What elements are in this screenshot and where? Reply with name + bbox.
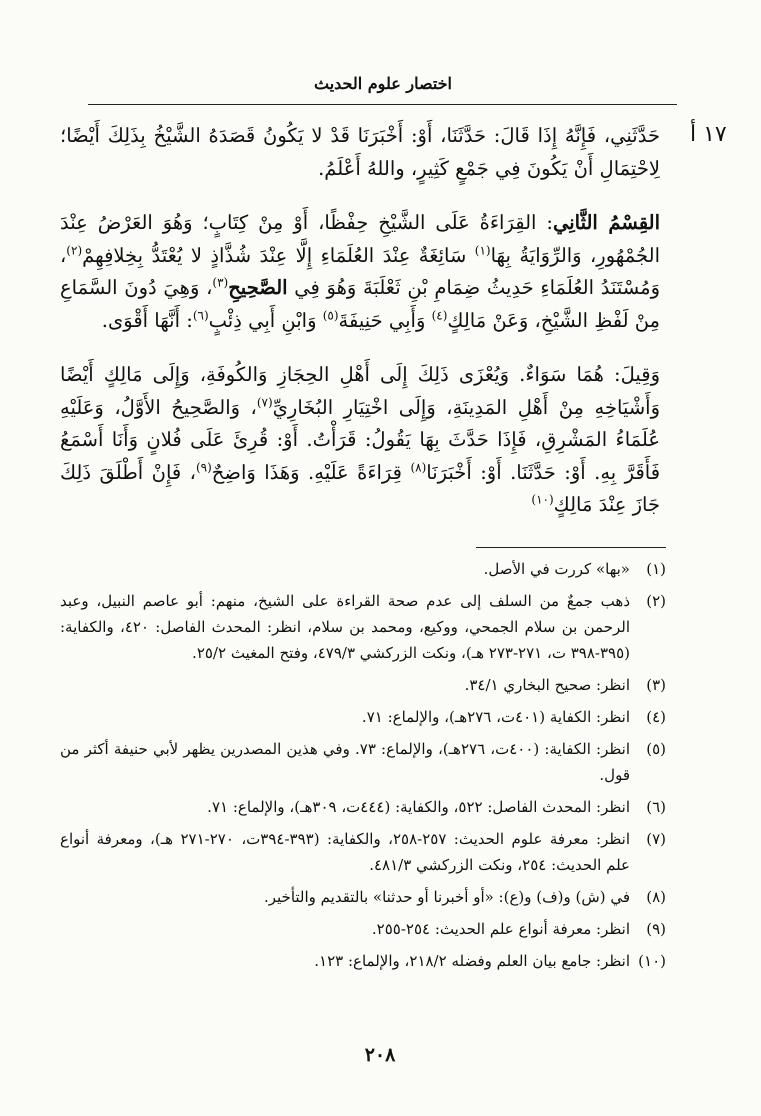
text-run: وَأَبِي حَنِيفَةَ	[338, 308, 432, 332]
footnote-ref[interactable]: (٢)	[66, 243, 83, 257]
footnote-number: (٥)	[646, 740, 666, 758]
footnote	[60, 794, 666, 820]
footnote	[60, 948, 666, 974]
footnote-text: انظر: معرفة أنواع علم الحديث: ٢٥٤-٢٥٥.	[371, 920, 630, 938]
text-run: سَائِغَةٌ عِنْدَ العُلَمَاءِ إِلَّا عِنْدَ شُذَّاذٍ لا يُعْتَدُّ بِخِلافِهِمْ	[82, 243, 475, 267]
margin-folio-note: ١٧ أ	[690, 122, 727, 147]
footnote-text: انظر: صحيح البخاري ٣٤/١.	[464, 676, 630, 694]
text-run: ، فَإِنْ أَطْلَقَ ذَلِكَ جَازَ عِنْدَ مَالِكٍ	[60, 460, 660, 516]
footnote-ref[interactable]: (٥)	[322, 308, 339, 322]
text-run: وَقِيلَ: هُمَا سَوَاءٌ. وَيُعْزَى ذَلِكَ إِلَى أَهْلِ الحِجَازِ وَالكُوفَةِ، وَإِلَى مَالِكٍ أَيْضًا وَأَشْيَاخِهِ مِنْ أَهْلِ المَدِينَةِ، وَإِلَى اخْتِيَارِ البُخَارِيِّ	[60, 363, 661, 419]
footnote-text: انظر: الكفاية: (٤٠٠ت، ٢٧٦هـ)، والإلماع: ٧٣. وفي هذين المصدرين يظهر لأبي حنيفة أكثر من قول.	[60, 740, 630, 784]
footnote-ref[interactable]: (٣)	[212, 275, 229, 290]
footnote-text: ذهب جمعٌ من السلف إلى عدم صحة القراءة على الشيخ، منهم: أبو عاصم النبيل، وعبد الرحمن بن سلام الجمحي، ووكيع، ومحمد بن سلام، انظر: المحدث الفاصل: ٤٢٠، والكفاية: (٣٩٥-٣٩٨ ت، ٢٧١-٢٧٣ هـ)، ونكت الزركشي ٤٧٩/٣، وفتح المغيث ٢٥/٢.	[60, 592, 630, 662]
header-rule	[88, 104, 677, 105]
footnote-ref[interactable]: (١٠)	[531, 492, 554, 507]
footnote	[60, 736, 666, 788]
footnote-text: انظر: معرفة علوم الحديث: ٢٥٧-٢٥٨، والكفاية: (٣٩٣-٣٩٤ت، ٢٧٠-٢٧١ هـ)، ومعرفة أنواع علم الحديث: ٢٥٤، ونكت الزركشي ٤٨١/٣.	[60, 830, 631, 874]
text-run: : أَنَّهَا أَقْوَى.	[101, 308, 193, 332]
footnote-text: انظر: جامع بيان العلم وفضله ٢١٨/٢، والإلماع: ١٢٣.	[314, 952, 630, 970]
footnote-text: انظر: المحدث الفاصل: ٥٢٢، والكفاية: (٤٤٤ت، ٣٠٩هـ)، والإلماع: ٧١.	[207, 798, 630, 816]
footnote-number: (١٠)	[638, 952, 666, 970]
paragraph-2	[60, 207, 660, 337]
footnote	[60, 672, 666, 698]
footnote-number: (٨)	[646, 888, 666, 906]
footnote	[60, 704, 666, 730]
footnote-separator	[476, 547, 666, 548]
footnote-ref[interactable]: (٨)	[410, 460, 427, 474]
footnote-ref[interactable]: (٦)	[192, 308, 209, 322]
footnote-number: (٩)	[646, 920, 666, 938]
main-text	[60, 120, 660, 522]
text-run: : القِرَاءَةُ عَلَى الشَّيْخِ حِفْظًا، أَوْ مِنْ كِتَابٍ؛ وَهُوَ العَرْضُ عِنْدَ الجُمْهُورِ، وَالرِّوَايَةُ بِهَا	[60, 211, 661, 267]
text-run: ، وَالصَّحِيحُ الأَوَّلُ، وَعَلَيْهِ عُلَمَاءُ المَشْرِقِ، فَإِذَا حَدَّثَ بِهَا يَقُولُ: قَرَأْتُ. أَوْ: قُرِئَ عَلَى فُلانٍ وَأَنَا أَسْمَعُ فَأَقَرَّ بِهِ. أَوْ: حَدَّثَنَا. أَوْ: أَخْبَرَنَا	[60, 395, 661, 484]
footnote	[60, 884, 666, 910]
paragraph-3	[60, 359, 660, 522]
running-header: اختصار علوم الحديث	[313, 74, 452, 93]
footnote	[60, 588, 666, 666]
footnote-text: في (ش) و(ف) و(ع): «أو أخبرنا أو حدثنا» بالتقديم والتأخير.	[263, 888, 630, 906]
page-number: ٢٠٨	[364, 1044, 396, 1066]
text-run: وَابْنِ أَبِي ذِئْبٍ	[208, 308, 323, 332]
footnote	[60, 826, 666, 878]
footnote	[60, 556, 666, 582]
footnote-ref[interactable]: (٩)	[195, 460, 212, 474]
footnotes	[60, 556, 666, 980]
footnote-text: «بها» كررت في الأصل.	[483, 560, 630, 578]
footnote-number: (٢)	[646, 592, 666, 610]
section-heading: القِسْمُ الثَّانِي	[552, 211, 660, 234]
footnote-text: انظر: الكفاية (٤٠١ت، ٢٧٦هـ)، والإلماع: ٧١.	[361, 708, 630, 726]
footnote-number: (١)	[646, 560, 666, 578]
footnote	[60, 916, 666, 942]
text-run: قِرَاءَةً عَلَيْهِ. وَهَذَا وَاضِحٌ	[211, 460, 411, 484]
footnote-ref[interactable]: (٤)	[431, 308, 448, 322]
footnote-number: (٤)	[646, 708, 666, 726]
text-run: ، وَهِيَ دُونَ السَّمَاعِ مِنْ لَفْظِ الشَّيْخِ، وَعَنْ مَالِكٍ	[60, 276, 660, 332]
paragraph-1: حَدَّثَنِي، فَإِنَّهُ إِذَا قَالَ: حَدَّثَنَا، أَوْ: أَخْبَرَنَا قَدْ لا يَكُونُ قَصَدَهُ الشَّيْخُ بِذَلِكَ أَيْضًا؛ لِاحْتِمَالِ أَنْ يَكُونَ فِي جَمْعٍ كَثِيرٍ، واللهُ أَعْلَمُ.	[60, 124, 660, 180]
footnote-number: (٣)	[646, 676, 666, 694]
footnote-ref[interactable]: (١)	[474, 243, 491, 257]
footnote-number: (٦)	[646, 798, 666, 816]
footnote-ref[interactable]: (٧)	[256, 395, 273, 409]
text-run: ، وَمُسْتَنَدُ العُلَمَاءِ حَدِيثُ ضِمَامِ بْنِ ثَعْلَبَةَ وَهُوَ فِي	[60, 243, 660, 299]
footnote-number: (٧)	[646, 830, 666, 848]
book-title: الصَّحِيحِ	[228, 276, 288, 299]
